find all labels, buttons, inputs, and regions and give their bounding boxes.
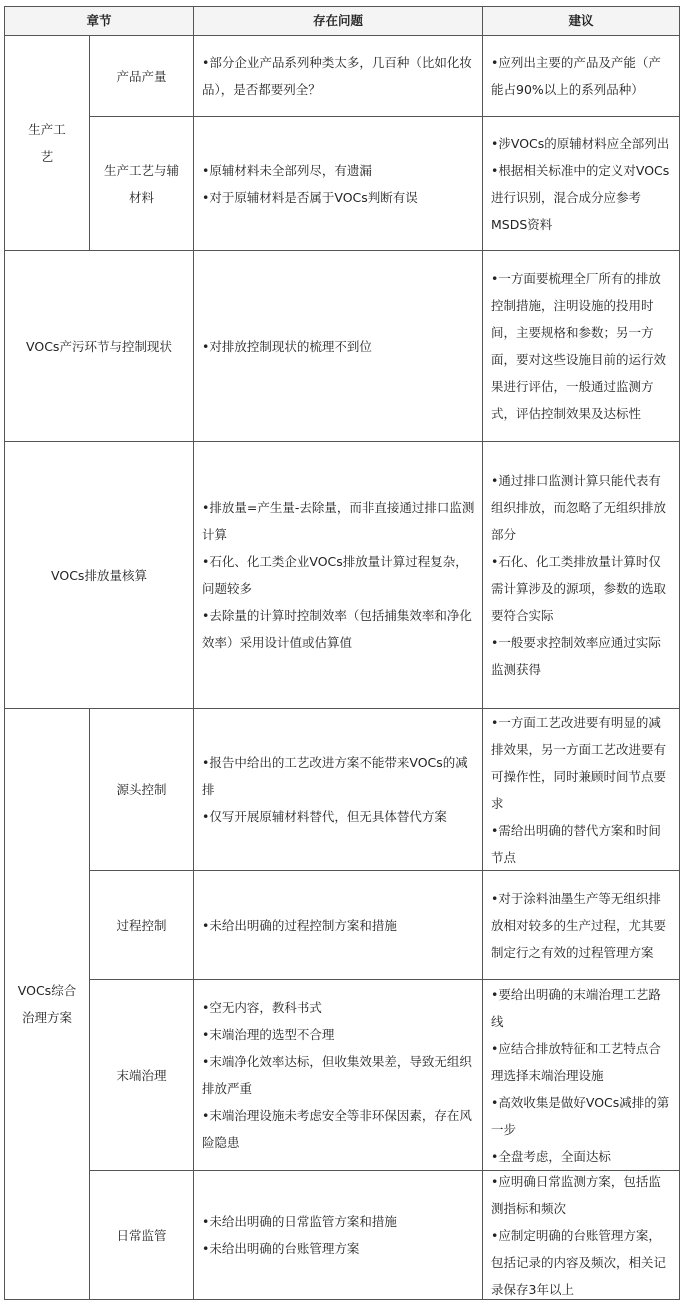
subchapter-end-treatment: 末端治理 [89, 979, 194, 1171]
issue-process-materials [193, 116, 483, 251]
advice-daily-supervision [482, 1170, 680, 1300]
subchapter-product-output: 产品产量 [89, 35, 194, 117]
subchapter-process-materials: 生产工艺与辅材料 [89, 116, 194, 251]
advice-product-output [482, 35, 680, 117]
bullet-item: •高效收集是做好VOCs减排的第一步 [491, 1094, 670, 1137]
advice-emission-status [482, 250, 680, 442]
header-issue: 存在问题 [193, 6, 483, 36]
issue-emission-calc [193, 441, 483, 709]
bullet-item: •应列出主要的产品及产能（产能占90%以上的系列品种） [491, 55, 661, 97]
bullet-item: •未给出明确的日常监管方案和措施 [202, 1214, 397, 1229]
bullet-item: •一方面工艺改进要有明显的减排效果，另一方面工艺改进要有可操作性，同时兼顾时间节点要求 [491, 714, 667, 811]
bullet-item: •对排放控制现状的梳理不到位 [202, 338, 372, 354]
bullet-item: •一般要求控制效率应通过实际监测获得 [491, 635, 661, 677]
chapter-production: 生产工艺 [4, 35, 90, 251]
issue-source-control [193, 708, 483, 871]
bullet-item: •对于涂料油墨生产等无组织排放相对较多的生产过程，尤其要制定行之有效的过程管理方案 [491, 890, 667, 960]
issue-daily-supervision [193, 1170, 483, 1300]
header-chapter: 章节 [4, 6, 194, 36]
advice-source-control [482, 708, 680, 871]
bullet-item: •石化、化工类排放量计算时仅需计算涉及的源项，参数的选取要符合实际 [491, 554, 667, 623]
bullet-item: •应制定明确的台账管理方案，包括记录的内容及频次，相关记录保存3年以上 [491, 1227, 667, 1297]
issue-emission-status [193, 250, 483, 442]
bullet-item: •空无内容，教科书式 [202, 1000, 322, 1015]
advice-end-treatment [482, 979, 680, 1171]
bullet-item: •全盘考虑，全面达标 [491, 1148, 611, 1164]
bullet-item: •通过排口监测计算只能代表有组织排放，而忽略了无组织排放部分 [491, 473, 667, 542]
bullet-item: •应明确日常监测方案，包括监测指标和频次 [491, 1173, 661, 1216]
subchapter-source-control: 源头控制 [89, 708, 194, 871]
chapter-emission-status: VOCs产污环节与控制现状 [4, 250, 194, 442]
advice-emission-calc [482, 441, 680, 709]
bullet-item: •对于原辅材料是否属于VOCs判断有误 [202, 189, 418, 205]
bullet-item: •去除量的计算时控制效率（包括捕集效率和净化效率）采用设计值或估算值 [202, 608, 472, 650]
bullet-item: •末端净化效率达标，但收集效果差，导致无组织排放严重 [202, 1054, 472, 1096]
bullet-item: •部分企业产品系列种类太多，几百种（比如化妆品），是否都要列全？ [202, 55, 472, 97]
bullet-item: •未给出明确的台账管理方案 [202, 1241, 360, 1256]
bullet-item: •仅写开展原辅材料替代，但无具体替代方案 [202, 809, 447, 824]
advice-process-control [482, 870, 680, 980]
advice-process-materials [482, 116, 680, 251]
subchapter-daily-supervision: 日常监管 [89, 1170, 194, 1300]
bullet-item: •末端治理的选型不合理 [202, 1027, 335, 1042]
subchapter-process-control: 过程控制 [89, 870, 194, 980]
chapter-treatment: VOCs综合治理方案 [4, 708, 90, 1300]
bullet-item: •报告中给出的工艺改进方案不能带来VOCs的减排 [202, 755, 468, 797]
issue-process-control [193, 870, 483, 980]
bullet-item: •要给出明确的末端治理工艺路线 [491, 986, 661, 1029]
bullet-item: •需给出明确的替代方案和时间节点 [491, 822, 661, 865]
bullet-item: •排放量=产生量-去除量，而非直接通过排口监测计算 [202, 500, 475, 542]
bullet-item: •末端治理设施未考虑安全等非环保因素，存在风险隐患 [202, 1108, 472, 1150]
bullet-item: •应结合排放特征和工艺特点合理选择末端治理设施 [491, 1040, 661, 1083]
bullet-item: •根据相关标准中的定义对VOCs进行识别，混合成分应参考MSDS资料 [491, 162, 670, 232]
issue-end-treatment [193, 979, 483, 1171]
chapter-emission-calc: VOCs排放量核算 [4, 441, 194, 709]
issue-product-output [193, 35, 483, 117]
header-advice: 建议 [482, 6, 680, 36]
bullet-item: •涉VOCs的原辅材料应全部列出 [491, 135, 670, 151]
bullet-item: •一方面要梳理全厂所有的排放控制措施，注明设施的投用时间，主要规格和参数；另一方面，要对这些设施目前的运行效果进行评估，一般通过监测方式，评估控制效果及达标性 [491, 271, 667, 421]
bullet-item: •石化、化工类企业VOCs排放量计算过程复杂，问题较多 [202, 554, 468, 596]
bullet-item: •原辅材料未全部列尽，有遗漏 [202, 162, 372, 178]
bullet-item: •未给出明确的过程控制方案和措施 [202, 917, 397, 933]
